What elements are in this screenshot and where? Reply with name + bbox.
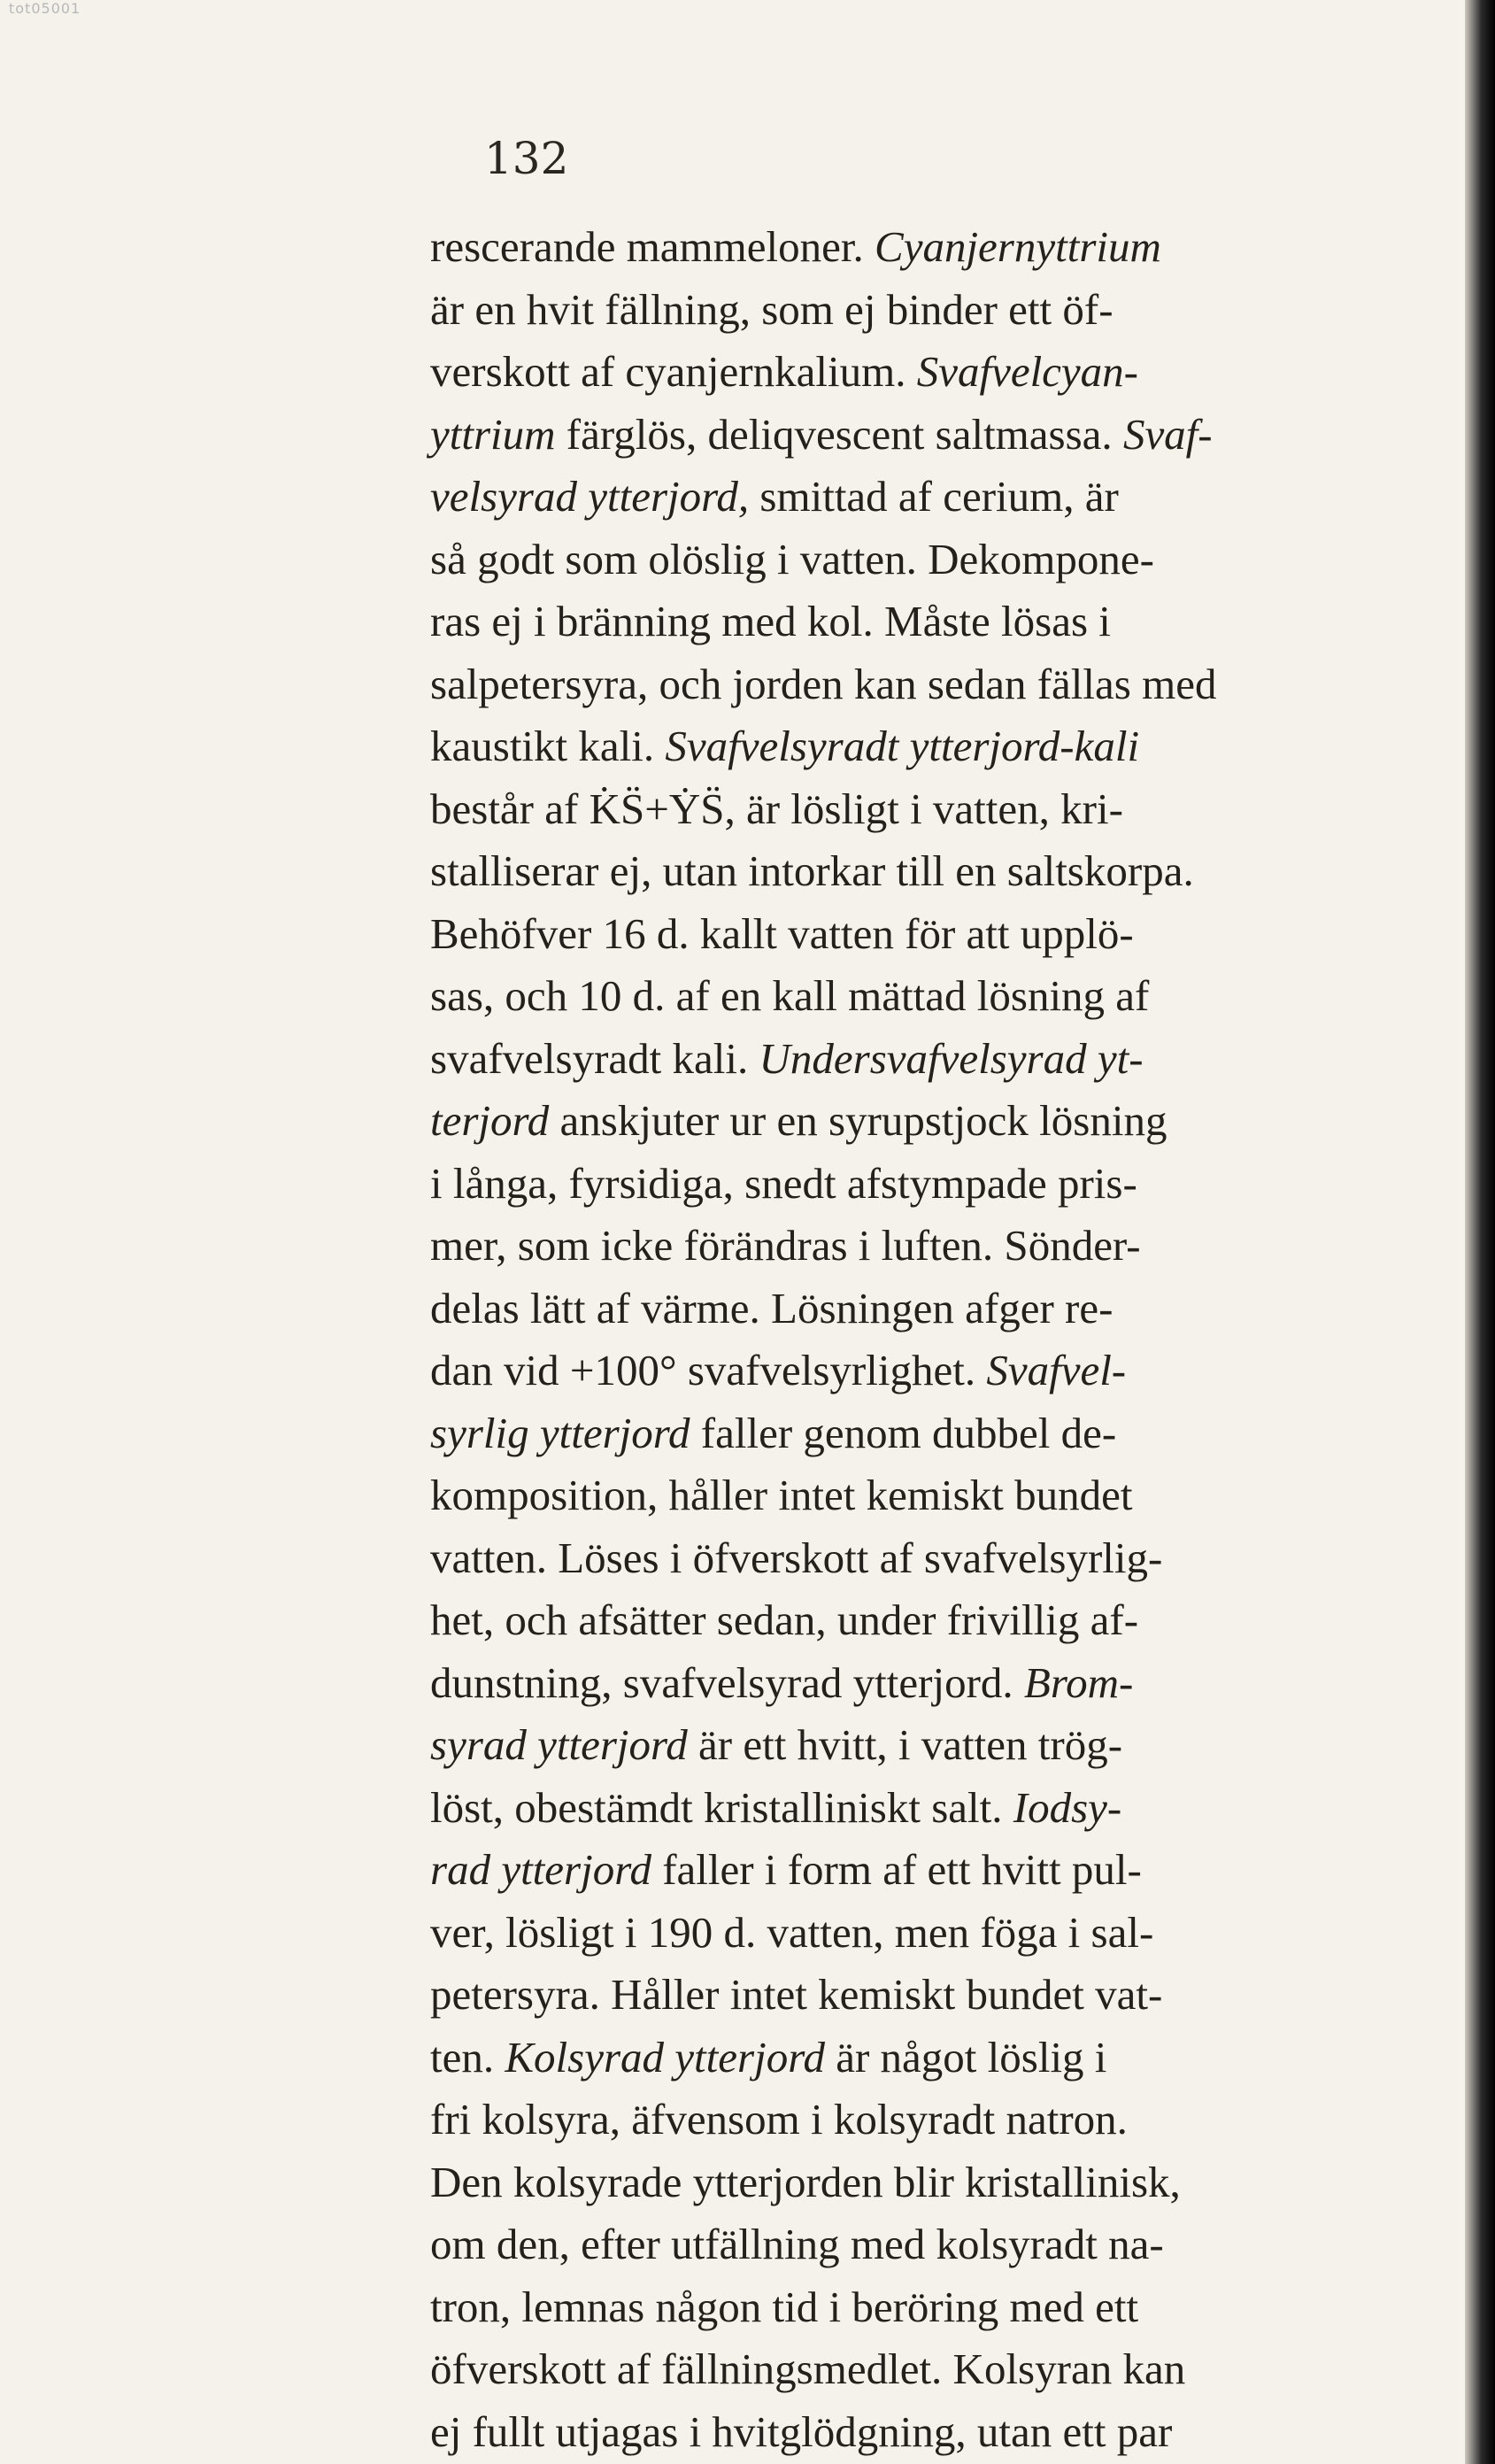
text-segment: är ett hvitt, i vatten trög- (687, 1720, 1123, 1769)
text-segment: Behöfver 16 d. kallt vatten för att upplö- (430, 908, 1134, 958)
text-segment: fri kolsyra, äfvensom i kolsyradt natron. (430, 2095, 1128, 2143)
text-line (430, 1464, 1404, 1527)
text-line (430, 653, 1404, 716)
text-line (430, 1215, 1404, 1278)
text-line (430, 591, 1404, 653)
text-line (430, 404, 1404, 467)
text-line (430, 1839, 1404, 1902)
text-segment: löst, obestämdt kristalliniskt salt. (430, 1782, 1013, 1832)
text-line (430, 1153, 1404, 1216)
text-segment: dan vid +100° svafvelsyrlighet. (430, 1346, 987, 1394)
text-line (430, 965, 1404, 1028)
text-line (430, 216, 1404, 279)
text-segment: rescerande mammeloner. (430, 222, 875, 271)
text-segment: ej fullt utjagas i hvitglödgning, utan ett par (430, 2406, 1173, 2456)
text-line (430, 2027, 1404, 2089)
italic-term: yttrium (430, 409, 556, 459)
text-segment: delas lätt af värme. Lösningen afger re- (430, 1283, 1114, 1332)
text-segment: anskjuter ur en syrupstjock lösning (549, 1096, 1167, 1145)
text-segment: ras ej i bränning med kol. Måste lösas i (430, 597, 1111, 645)
italic-term: syrad ytterjord (430, 1720, 688, 1769)
italic-term: velsyrad ytterjord, (430, 472, 750, 521)
text-line (430, 1777, 1404, 1840)
text-segment: het, och afsätter sedan, under frivillig af- (430, 1595, 1139, 1644)
italic-term: Undersvafvelsyrad yt- (759, 1033, 1144, 1083)
text-line (430, 341, 1404, 404)
page-number: 132 (484, 133, 569, 184)
text-segment: vatten. Löses i öfverskott af svafvelsyrlig- (430, 1533, 1163, 1582)
text-line (430, 2089, 1404, 2151)
text-line (430, 466, 1404, 529)
text-segment: petersyra. Håller intet kemiskt bundet vat- (430, 1970, 1163, 2019)
text-line (430, 778, 1404, 841)
text-segment: sas, och 10 d. af en kall mättad lösning af (430, 971, 1150, 1020)
text-line (430, 1090, 1404, 1153)
text-segment: komposition, håller intet kemiskt bundet (430, 1471, 1133, 1519)
text-segment: är en hvit fällning, som ej binder ett öf- (430, 284, 1114, 334)
text-segment: dunstning, svafvelsyrad ytterjord. (430, 1657, 1024, 1707)
text-line (430, 1589, 1404, 1652)
text-segment: smittad af cerium, är (749, 472, 1119, 521)
scan-edge-shadow (1465, 0, 1495, 2464)
italic-term: Svafvelcyan- (916, 347, 1138, 396)
text-segment: består af K̇S̈+ẎS̈, är lösligt i vatten, kri- (430, 784, 1123, 833)
italic-term: Brom- (1023, 1657, 1134, 1707)
text-line (430, 1028, 1404, 1091)
text-segment: verskott af cyanjernkalium. (430, 347, 917, 396)
italic-term: Iodsy- (1013, 1782, 1122, 1832)
text-segment: om den, efter utfällning med kolsyradt na- (430, 2220, 1164, 2268)
text-line (430, 1278, 1404, 1340)
italic-term: Svafvel- (986, 1346, 1127, 1394)
text-segment: ver, lösligt i 190 d. vatten, men föga i sal- (430, 1907, 1154, 1957)
text-line (430, 1714, 1404, 1777)
text-line (430, 279, 1404, 342)
text-line (430, 2213, 1404, 2276)
text-segment: faller i form af ett hvitt pul- (651, 1845, 1142, 1894)
text-line (430, 1964, 1404, 2027)
text-segment: så godt som olöslig i vatten. Dekompone- (430, 534, 1154, 583)
text-line (430, 840, 1404, 903)
text-line (430, 715, 1404, 778)
text-line (430, 1652, 1404, 1715)
text-line (430, 1902, 1404, 1965)
text-segment: Den kolsyrade ytterjorden blir kristallinisk, (430, 2157, 1181, 2206)
text-line (430, 1340, 1404, 1402)
text-line (430, 2151, 1404, 2214)
text-segment: mer, som icke förändras i luften. Sönder- (430, 1221, 1141, 1270)
text-segment: öfverskott af fällningsmedlet. Kolsyran kan (430, 2344, 1186, 2393)
text-line (430, 2338, 1404, 2401)
text-segment: i långa, fyrsidiga, snedt afstympade pris- (430, 1158, 1137, 1208)
text-line (430, 529, 1404, 591)
body-text (430, 216, 1404, 2463)
italic-term: Svaf- (1122, 409, 1213, 459)
text-line (430, 2401, 1404, 2464)
text-segment: ten. (430, 2032, 505, 2082)
italic-term: rad ytterjord (430, 1845, 651, 1894)
text-segment: färglös, deliqvescent saltmassa. (555, 409, 1123, 459)
text-line (430, 903, 1404, 966)
text-segment: stalliserar ej, utan intorkar till en saltskorpa. (430, 846, 1194, 895)
text-segment: svafvelsyradt kali. (430, 1033, 759, 1083)
text-line (430, 2276, 1404, 2339)
italic-term: Cyanjernyttrium (875, 222, 1161, 271)
italic-term: syrlig ytterjord (430, 1408, 690, 1457)
italic-term: terjord (430, 1096, 550, 1145)
text-segment: salpetersyra, och jorden kan sedan fällas med (430, 659, 1217, 708)
text-segment: kaustikt kali. (430, 722, 666, 770)
italic-term: Svafvelsyradt ytterjord-kali (665, 722, 1140, 770)
text-segment: tron, lemnas någon tid i beröring med ett (430, 2282, 1139, 2331)
text-line (430, 1402, 1404, 1465)
text-segment: faller genom dubbel de- (690, 1408, 1117, 1457)
italic-term: Kolsyrad ytterjord (505, 2032, 825, 2082)
text-segment: är något löslig i (824, 2032, 1107, 2082)
scan-id-mark: tot05001 (9, 0, 81, 17)
text-line (430, 1527, 1404, 1590)
